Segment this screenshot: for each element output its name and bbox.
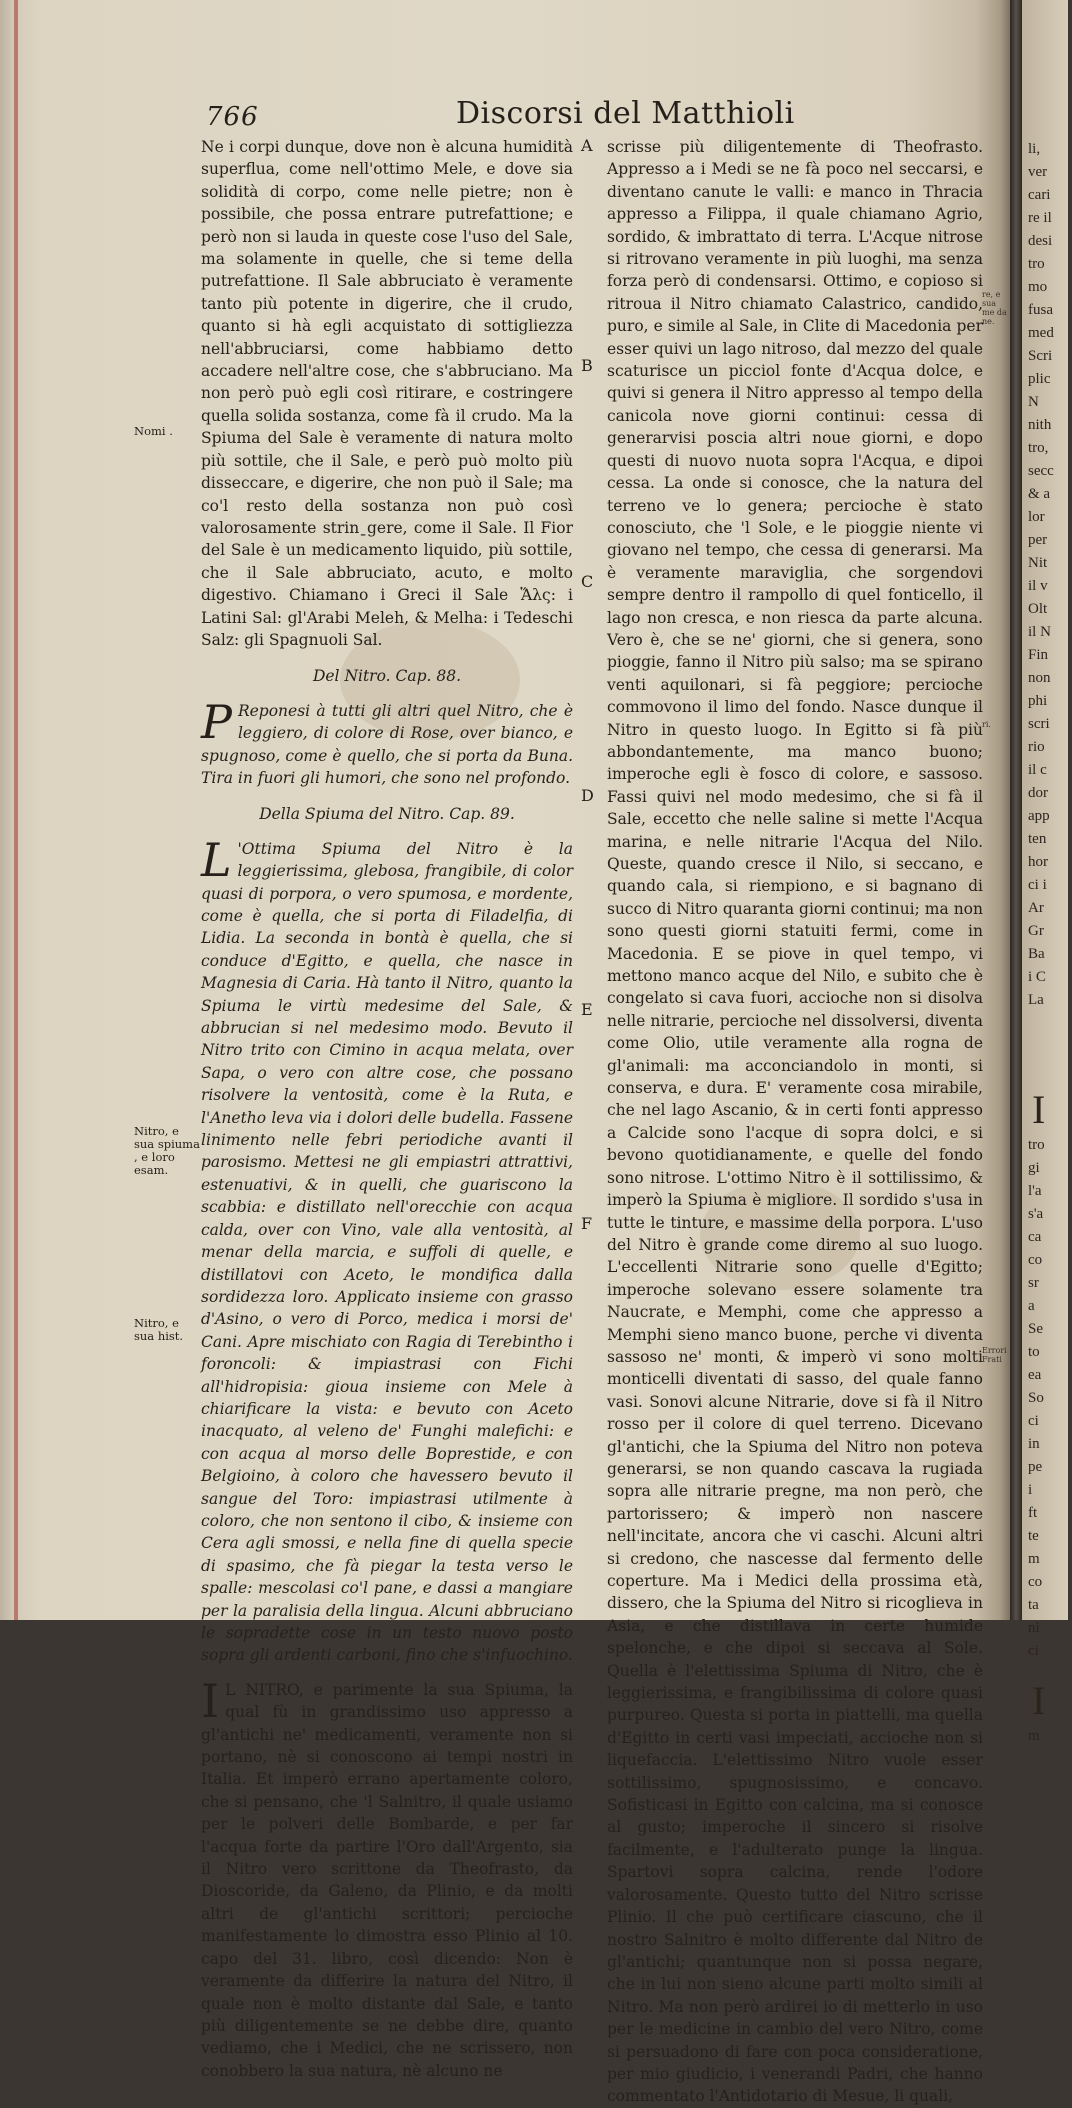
next-page-fragment: ea [1028, 1367, 1042, 1383]
next-page-fragment: Ba [1028, 946, 1045, 962]
margin-note-right-3: Errori Frati [982, 1346, 1007, 1364]
next-page-fragment: ni [1028, 1620, 1040, 1636]
next-page-fragment: non [1028, 670, 1051, 686]
next-page-fragment: ci [1028, 1413, 1039, 1429]
paragraph-spiuma-text: 'Ottima Spiuma del Nitro è la leggierissima, glebosa, frangibile, di color quasi di porpora, o vero spumosa, e mordente, come è quella, che si porta di Filadelfia, di Lidia. La seconda in bontà è quella, che si conduce d'Egitto, e quella, che nasce in Magnesia di Caria. Hà tanto il Nitro, quanto la Spiuma le virtù medesime del Sale, & abbrucian si nel medesimo modo. Bevuto il Nitro trito con Cimino in acqua melata, over Sapa, o vero con altre cose, che possano risolvere la ventosità, come è la Ruta, e l'Anetho leva via i dolori delle budella. Fassene linimento nelle febri periodiche avanti il parosismo. Mettesi ne gli empiastri attrattivi, estenuativi, & in quelli, che guariscono la scabbia: e distillato nell'orecchie con acqua calda, over con Vino, vale alla ventosità, al menar della marcia, e suffoli di quelle, e distillatovi con Aceto, le mondifica dalla sordidezza loro. Applicato insieme con grasso d'Asino, o vero di Porco, medica i morsi de' Cani. Apre mischiato con Ragia di Terebintho i foroncoli: & impiastrasi con Fichi all'hidropisia: gioua insieme con Mele à chiarificare la vista: e bevuto con Aceto inacquato, al veleno de' Funghi malefichi: e con acqua al morso delle Boprestide, e con Belgioino, à coloro che havessero bevuto il sangue del Toro: impiastrasi utilmente à coloro, che non sentono il cibo, & insieme con Cera agli smossi, e nella fine di quella specie di spasimo, che fà piegar la testa verso le spalle: mescolasi co'l pane, e dassi a mangiare per la paralisia della lingua. Alcuni abbruciano le sopradette cose in un testo nuovo posto sopra gli ardenti carboni, fino che s'infuochino. [201, 839, 573, 1665]
next-page-fragment: ta [1028, 1597, 1039, 1613]
running-title: Discorsi del Matthioli [456, 96, 795, 131]
next-page-fragment: co [1028, 1252, 1043, 1268]
next-page-fragment: ca [1028, 1229, 1042, 1245]
next-page-fragment: & a [1028, 486, 1051, 502]
section-letter-a: A [581, 136, 593, 155]
next-page-fragment: ten [1028, 831, 1047, 847]
next-page-fragment: ci i [1028, 877, 1047, 893]
next-page-fragment: ft [1028, 1505, 1038, 1521]
next-page-fragment: So [1028, 1390, 1044, 1406]
next-page-fragment: tro, [1028, 440, 1049, 456]
next-page-fragment: te [1028, 1528, 1039, 1544]
right-column [607, 136, 983, 2108]
next-page-fragment: phi [1028, 693, 1048, 709]
left-column [201, 136, 573, 2082]
next-page-fragment: pe [1028, 1459, 1043, 1475]
paragraph-salt: Ne i corpi dunque, dove non è alcuna humidità superflua, come nell'ottimo Mele, e dove sia solidità di corpo, come nelle pietre; non è possibile, che possa entrare putrefattione; e però non si lauda in queste cose l'uso del Sale, ma solamente in quelle, che si teme della putrefattione. Il Sale abbruciato è veramente tanto più potente in digerire, che il crudo, quanto si hà egli acquistato di sottigliezza nell'abbruciarsi, come habbiamo detto accadere nell'altre cose, che s'abbruciano. Ma non però può egli così ritirare, e costringere quella solida sostanza, come fà il crudo. Ma la Spiuma del Sale è veramente di natura molto più sottile, che il Sale, e però può molto più disseccare, e digerire, che non può il Sale; ma co'l resto della sostanza non può così valorosamente strinˍgere, come il Sale. Il Fior del Sale è un medicamento liquido, più sottile, che il Sale abbruciato, acuto, e molto digestivo. Chiamano i Greci il Sale Ἅλς: i Latini Sal: gl'Arabi Meleh, & Melha: i Tedeschi Salz: gli Spagnuoli Sal. [201, 138, 573, 649]
section-letter-c: C [581, 572, 594, 591]
margin-note-right-1: re, e sua me da ne. [982, 290, 1007, 326]
next-page-edge [1022, 0, 1068, 1744]
section-letter-f: F [581, 1214, 593, 1233]
paragraph-plinio: scrisse più diligentemente di Theofrasto. Appresso a i Medi se ne fà poco nel seccarsi, e diventano canute le valli: e manco in Thracia appresso a Filippa, il quale chiamano Agrio, sordido, & imbrattato di terra. L'Acque nitrose si ritrovano veramente in più luoghi, ma senza forza però di condensarsi. Ottimo, e copioso si ritroua il Nitro chiamato Calastrico, candido, puro, e simile al Sale, in Clite di Macedonia per esser quivi un lago nitroso, dal mezzo del quale scaturisce un picciol fonte d'Acqua dolce, e quivi si genera il Nitro appresso al tempo della canicola nove giorni continui: cessa di generarvisi poscia altri noue giorni, e dopo questi di nuovo nuota sopra l'Acqua, e dipoi cessa. La onde si conosce, che la natura del terreno ve lo genera; percioche è stato conosciuto, che 'l Sole, e le pioggie niente vi giovano nel tempo, che cessa di generarsi. Ma è veramente maraviglia, che sorgendovi sempre dentro il rampollo di quel fonticello, il lago non cresca, e non riesca da parte alcuna. Vero è, che se ne' giorni, che si genera, sono pioggie, fanno il Nitro più salso; ma se spirano venti aquilonari, si fà peggiore; percioche commovono il limo del fondo. Nasce dunque il Nitro in questo luogo. In Egitto si fà più abbondantemente, ma manco buono; imperoche egli è fosco di colore, e sassoso. Fassi quivi nel modo medesimo, che si fà il Sale, eccetto che nelle saline si mette l'Acqua marina, e nelle nitrarie l'Acqua del Nilo. Queste, quando cresce il Nilo, si seccano, e quando cala, si riempiono, e si bagnano di succo di Nitro quaranta giorni continui; ma non sono questi giorni statuiti fermi, come in Macedonia. E se piove in quel tempo, vi mettono manco acque del Nilo, e subito che è congelato si cava fuori, accioche non si disolva nelle nitrarie, percioche nel dissolversi, diventa come Olio, utile veramente alla rogna de gl'animali: ma acconciandolo in monti, si conserva, e dura. E' veramente cosa mirabile, che nel lago Ascanio, & in certi fonti appresso a Calcide sono l'acque di sopra dolci, e si bevono quotidianamente, e quelle del fondo sono nitrose. L'ottimo Nitro è il sottilissimo, & imperò la Spiuma è migliore. Il sordido s'usa in tutte le tinture, e massime della porpora. L'uso del Nitro è grande come diremo al suo luogo. L'eccellenti Nitrarie sono quelle d'Egitto; imperoche solevano essere solamente tra Naucrate, e Memphi, come che appresso a Memphi sieno manco buone, perche vi diventa sassoso ne' monti, & imperò vi sono molti monticelli diventati di sasso, del quale fanno vasi. Sonovi alcune Nitrarie, dove si fà il Nitro rosso per il colore di quel terreno. Dicevano gl'antichi, che la Spiuma del Nitro non poteva generarsi, se non quando cascava la rugiada sopra alle nitrarie pregne, ma non però, che partorissero; & imperò non nascere nell'incitate, ancora che vi caschi. Alcuni altri si credono, che nascesse dal fermento delle coperture. Ma i Medici della prossima età, dissero, che la Spiuma del Nitro si ricoglieva in Asia, e che distillava in certe humide spelonche, e che dipoi si seccava al Sole. Quella è l'elettissima Spiuma di Nitro, che è leggierissima, e frangibilissima di colore quasi purpureo. Questa si porta in piattelli, ma quella d'Egitto in certi vasi impeciati, accioche non si liquefaccia. L'elettissimo Nitro vuole esser sottilissimo, spugnosissimo, e concavo. Sofisticasi in Egitto con calcina, ma si conosce al gusto; imperoche il sincero si risolve facilmente, e l'adulterato punge la lingua. Spartovi sopra calcina, rende l'odore valorosamente. Questo tutto del Nitro scrisse Plinio. Il che può certificare ciascuno, che il nostro Salnitro è molto differente dal Nitro de gl'antichi; quantunque non si possa negare, che in lui non sieno alcune parti molto simili al Nitro. Ma non però ardirei io di metterlo in uso per le medicine in cambio del vero Nitro, come si persuadono di fare con poca consideratione, per mio giudicio, i venerandi Padri, che hanno commentato l'Antidotario di Mesue, li quali, [607, 138, 983, 2106]
next-page-fragment: in [1028, 1436, 1040, 1452]
next-page-fragment: tro [1028, 1137, 1045, 1153]
next-page-fragment: I [1032, 1678, 1046, 1723]
next-page-fragment: mo [1028, 279, 1048, 295]
margin-note-right-2: ri. [982, 720, 991, 729]
next-page-fragment: plic [1028, 371, 1051, 387]
next-page-fragment: l'a [1028, 1183, 1042, 1199]
next-page-fragment: N [1028, 394, 1039, 410]
next-page-fragment: ver [1028, 164, 1048, 180]
next-page-fragment: lor [1028, 509, 1045, 525]
next-page-fragment: m [1028, 1551, 1040, 1567]
section-letter-e: E [581, 1000, 593, 1019]
next-page-fragment: co [1028, 1574, 1043, 1590]
next-page-fragment: a [1028, 1298, 1035, 1314]
section-letter-b: B [581, 356, 593, 375]
next-page-fragment: desi [1028, 233, 1053, 249]
next-page-fragment: secc [1028, 463, 1054, 479]
drop-cap-p: P [201, 694, 232, 749]
next-page-fragment: Fin [1028, 647, 1049, 663]
next-page-fragment: il c [1028, 762, 1047, 778]
next-page-fragment: Ar [1028, 900, 1044, 916]
paragraph-nitro [201, 694, 573, 790]
next-page-fragment: il v [1028, 578, 1048, 594]
section-letter-d: D [581, 786, 594, 805]
paragraph-commentary-text: L NITRO, e parimente la sua Spiuma, la qual fù in grandissimo uso appresso a gl'antichi ne' medicamenti, veramente non si portano, nè si conoscono ai tempi nostri in Italia. Et imperò errano apertamente coloro, che si pensano, che 'l Salnitro, il quale usiamo per le polveri delle Bombarde, e per far l'acqua forte da partire l'Oro dall'Argento, sia il Nitro vero scrittone da Theofrasto, da Dioscoride, da Galeno, da Plinio, e da molti altri de gl'antichi scrittori; percioche manifestamente lo dimostra esso Plinio al 10. capo del 31. libro, così dicendo: Non è veramente da differire la natura del Nitro, il quale non è molto distante dal Sale, e tanto più diligentemente se ne debbe dire, quanto vediamo, che i Medici, che ne scrissero, non conobbero la sua natura, nè alcuno ne [201, 1680, 573, 2080]
margin-note-nomi: Nomi . [134, 424, 173, 438]
next-page-fragment: li, [1028, 141, 1041, 157]
next-page-fragment: Gr [1028, 923, 1044, 939]
margin-note-nitro-spiuma: Nitro, e sua spiuma , e loro esam. [134, 1124, 200, 1177]
next-page-fragment: per [1028, 532, 1048, 548]
next-page-fragment: scri [1028, 716, 1050, 732]
next-page-fragment: i [1028, 1482, 1033, 1498]
chapter-heading-89: Della Spiuma del Nitro. Cap. 89. [259, 805, 515, 824]
paragraph-nitro-text: Reponesi à tutti gli altri quel Nitro, che è leggiero, di colore di Rose, over bianco, e spugnoso, come è quello, che si porta da Buna. Tira in fuori gli humori, che sono nel profondo. [201, 701, 573, 787]
drop-cap-l: L [201, 832, 232, 887]
drop-cap-i: I [201, 1673, 220, 1728]
next-page-fragment: hor [1028, 854, 1048, 870]
next-page-fragment: s'a [1028, 1206, 1044, 1222]
next-page-fragment: Olt [1028, 601, 1048, 617]
paragraph-spiuma [201, 832, 573, 1667]
next-page-fragment: ci [1028, 1643, 1039, 1659]
next-page-fragment: i C [1028, 969, 1046, 985]
next-page-fragment: Se [1028, 1321, 1043, 1337]
next-page-fragment: Nit [1028, 555, 1048, 571]
next-page-fragment: nith [1028, 417, 1052, 433]
next-page-fragment: app [1028, 808, 1050, 824]
margin-note-nitro-hist: Nitro, e sua hist. [134, 1316, 184, 1343]
paragraph-commentary [201, 1673, 573, 2082]
next-page-fragment: re il [1028, 210, 1052, 226]
next-page-fragment: sr [1028, 1275, 1039, 1291]
page-number: 766 [206, 102, 259, 132]
next-page-fragment: cari [1028, 187, 1051, 203]
next-page-fragment: med [1028, 325, 1054, 341]
next-page-fragment: I [1032, 1087, 1046, 1132]
next-page-fragment: il N [1028, 624, 1051, 640]
next-page-fragment: Scri [1028, 348, 1053, 364]
next-page-fragment: La [1028, 992, 1044, 1008]
chapter-heading-88: Del Nitro. Cap. 88. [312, 667, 462, 686]
next-page-fragment: dor [1028, 785, 1048, 801]
next-page-fragment: fusa [1028, 302, 1053, 318]
next-page-fragment: rio [1028, 739, 1045, 755]
next-page-fragment: tro [1028, 256, 1045, 272]
next-page-fragment: gi [1028, 1160, 1040, 1176]
book-gutter [1010, 0, 1022, 1620]
next-page-fragment: to [1028, 1344, 1040, 1360]
next-page-fragment: m [1028, 1728, 1040, 1744]
